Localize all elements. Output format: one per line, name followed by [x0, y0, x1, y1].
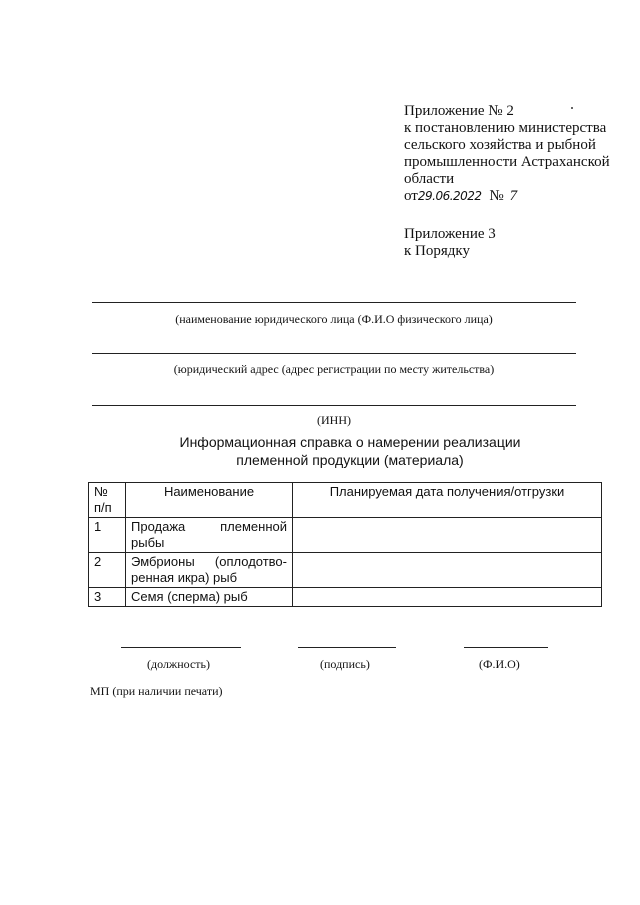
row-date [293, 553, 602, 588]
header-cell-name: Наименование [126, 483, 293, 518]
handwritten-date: 29.06.2022 [417, 189, 482, 203]
appendix-line: к постановлению министерства [404, 120, 607, 136]
address-field-line [92, 353, 576, 354]
row-name: Эмбрионы (оплодотво-ренная икра) рыб [126, 553, 293, 588]
row-number: 1 [89, 518, 126, 553]
sub-appendix-title: Приложение 3 [404, 226, 496, 242]
appendix-line: промышленности Астраханской [404, 154, 610, 170]
header-cell-date: Планируемая дата получения/отгрузки [293, 483, 602, 518]
appendix-date-line [404, 188, 610, 205]
header-cell-number: № п/п [89, 483, 126, 518]
row-name: Продажа племенной рыбы [126, 518, 293, 553]
row-number: 3 [89, 588, 126, 607]
appendix-header [404, 103, 610, 205]
stamp-note: МП (при наличии печати) [90, 684, 223, 698]
row-name: Семя (сперма) рыб [126, 588, 293, 607]
position-caption: (должность) [147, 657, 210, 671]
appendix-title: Приложение № 2 [404, 103, 514, 119]
row-date [293, 518, 602, 553]
name-field-line [92, 302, 576, 303]
address-field-caption: (юридический адрес (адрес регистрации по месту жительства) [173, 362, 495, 376]
fio-caption: (Ф.И.О) [479, 657, 520, 671]
row-number: 2 [89, 553, 126, 588]
table-row [89, 588, 602, 607]
row-date [293, 588, 602, 607]
table-header-row [89, 483, 602, 518]
sub-appendix-header [404, 226, 496, 260]
date-prefix: от [404, 188, 418, 204]
fio-signature-line [464, 647, 548, 648]
appendix-line: сельского хозяйства и рыбной [404, 137, 596, 153]
signature-caption: (подпись) [320, 657, 370, 671]
handwritten-number: 7 [509, 188, 518, 204]
products-table [88, 482, 602, 607]
document-title [150, 433, 550, 469]
sub-appendix-line: к Порядку [404, 243, 470, 259]
title-line: племенной продукции (материала) [236, 452, 464, 468]
inn-field-line [92, 405, 576, 406]
position-signature-line [121, 647, 241, 648]
table-row [89, 518, 602, 553]
appendix-line: области [404, 171, 455, 187]
inn-field-caption: (ИНН) [317, 413, 351, 427]
signature-line [298, 647, 396, 648]
title-line: Информационная справка о намерении реализации [179, 434, 521, 450]
number-sign: № [489, 188, 504, 204]
name-field-caption: (наименование юридического лица (Ф.И.О физического лица) [175, 312, 493, 326]
table-row [89, 553, 602, 588]
